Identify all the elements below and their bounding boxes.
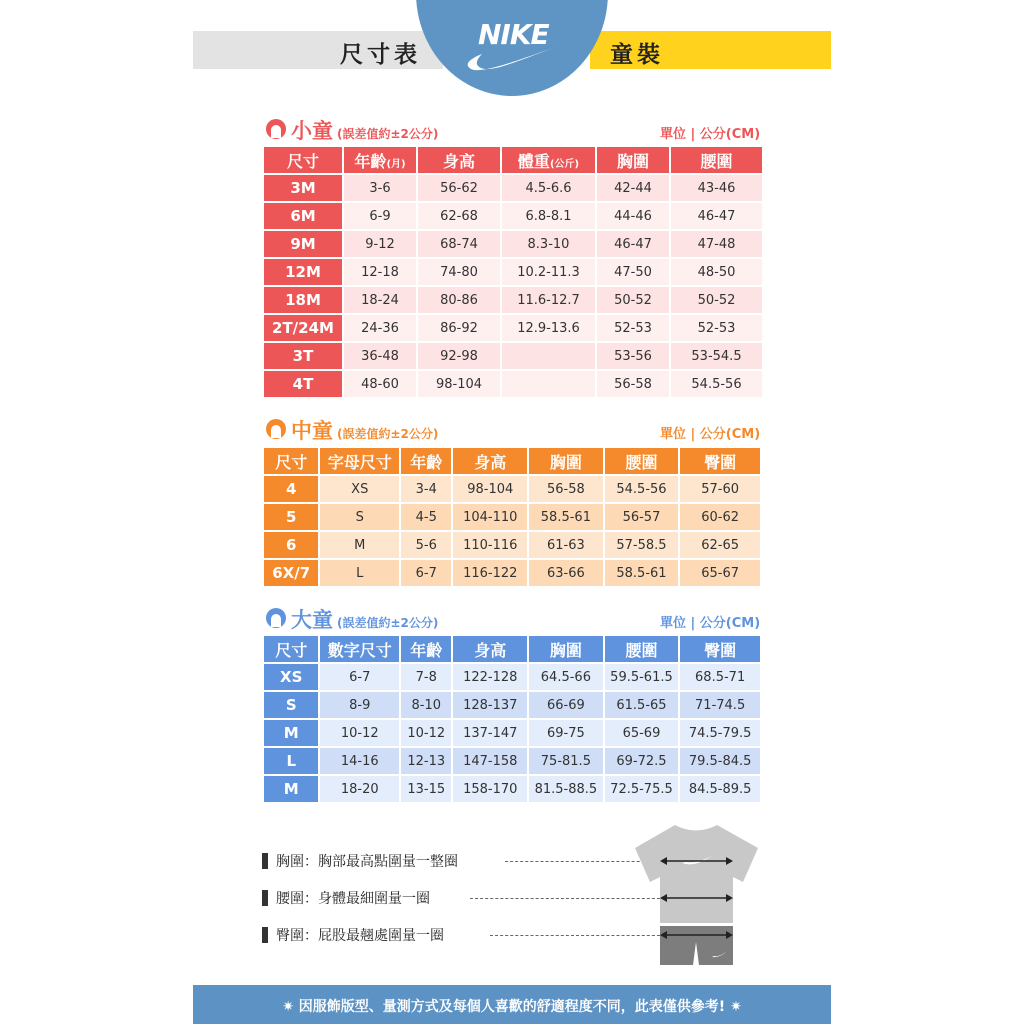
disclaimer-footer: ✷ 因服飾版型、量測方式及每個人喜歡的舒適程度不同，此表僅供參考! ✷ xyxy=(193,985,831,1024)
table-row xyxy=(264,259,762,285)
table-row xyxy=(264,175,762,201)
column-header: 胸圍 xyxy=(597,147,669,173)
section-title-small: 小童 (誤差值約±2公分) xyxy=(291,119,439,143)
size-cell: 18M xyxy=(264,287,342,313)
table-cell: 63-66 xyxy=(529,560,603,586)
table-cell: 5-6 xyxy=(401,532,451,558)
legend-hip: 臀圍：屁股最翹處圍量一圈 xyxy=(262,925,444,945)
table-cell: 53-56 xyxy=(597,343,669,369)
column-header: 身高 xyxy=(453,448,527,474)
table-row xyxy=(264,476,760,502)
table-cell: 74.5-79.5 xyxy=(680,720,760,746)
table-cell: 10.2-11.3 xyxy=(502,259,595,285)
legend-waist: 腰圍：身體最細圍量一圈 xyxy=(262,888,430,908)
size-cell: XS xyxy=(264,664,318,690)
column-header: 字母尺寸 xyxy=(320,448,399,474)
table-cell: 12-18 xyxy=(344,259,416,285)
tolerance-note: (誤差值約±2公分) xyxy=(337,427,439,441)
size-table-medium xyxy=(262,446,762,588)
table-cell: 86-92 xyxy=(418,315,500,341)
table-cell: 128-137 xyxy=(453,692,527,718)
size-table-large xyxy=(262,634,762,804)
header-left-title: 尺寸表 xyxy=(340,42,421,68)
table-cell: 72.5-75.5 xyxy=(605,776,679,802)
table-row xyxy=(264,315,762,341)
table-cell: 69-75 xyxy=(529,720,603,746)
column-header: 臀圍 xyxy=(680,636,760,662)
table-row xyxy=(264,532,760,558)
column-header: 尺寸 xyxy=(264,636,318,662)
table-cell: 50-52 xyxy=(671,287,762,313)
column-header: 身高 xyxy=(418,147,500,173)
table-cell: 24-36 xyxy=(344,315,416,341)
column-header: 年齡(月) xyxy=(344,147,416,173)
tolerance-note: (誤差值約±2公分) xyxy=(337,127,439,141)
table-cell: 9-12 xyxy=(344,231,416,257)
unit-label: 單位 | 公分(CM) xyxy=(660,127,761,142)
table-cell: 6.8-8.1 xyxy=(502,203,595,229)
table-cell: 56-57 xyxy=(605,504,679,530)
table-cell: 58.5-61 xyxy=(605,560,679,586)
table-cell: 116-122 xyxy=(453,560,527,586)
table-cell: 122-128 xyxy=(453,664,527,690)
table-cell: 10-12 xyxy=(401,720,451,746)
size-cell: 12M xyxy=(264,259,342,285)
column-header: 腰圍 xyxy=(671,147,762,173)
table-cell xyxy=(502,343,595,369)
column-header: 胸圍 xyxy=(529,448,603,474)
table-cell: 52-53 xyxy=(597,315,669,341)
column-header: 數字尺寸 xyxy=(320,636,399,662)
table-cell: 81.5-88.5 xyxy=(529,776,603,802)
size-cell: 6X/7 xyxy=(264,560,318,586)
size-cell: 2T/24M xyxy=(264,315,342,341)
table-cell: 64.5-66 xyxy=(529,664,603,690)
table-cell: 74-80 xyxy=(418,259,500,285)
table-cell: 79.5-84.5 xyxy=(680,748,760,774)
tolerance-note: (誤差值約±2公分) xyxy=(337,616,439,630)
table-cell: 75-81.5 xyxy=(529,748,603,774)
table-cell: 56-58 xyxy=(529,476,603,502)
table-cell: 4-5 xyxy=(401,504,451,530)
table-cell: 62-65 xyxy=(680,532,760,558)
table-cell xyxy=(502,371,595,397)
size-cell: 3M xyxy=(264,175,342,201)
table-cell: 3-6 xyxy=(344,175,416,201)
column-header: 體重(公斤) xyxy=(502,147,595,173)
table-cell: 147-158 xyxy=(453,748,527,774)
legend-chest: 胸圍：胸部最高點圍量一整圈 xyxy=(262,851,458,871)
table-cell: 7-8 xyxy=(401,664,451,690)
table-cell: 36-48 xyxy=(344,343,416,369)
size-cell: L xyxy=(264,748,318,774)
table-cell: 14-16 xyxy=(320,748,399,774)
table-cell: 58.5-61 xyxy=(529,504,603,530)
table-cell: 68.5-71 xyxy=(680,664,760,690)
section-title-medium: 中童 (誤差值約±2公分) xyxy=(291,419,439,443)
size-cell: 9M xyxy=(264,231,342,257)
table-cell: L xyxy=(320,560,399,586)
size-cell: 4 xyxy=(264,476,318,502)
table-cell: 44-46 xyxy=(597,203,669,229)
table-cell: 158-170 xyxy=(453,776,527,802)
table-cell: S xyxy=(320,504,399,530)
table-cell: 8-10 xyxy=(401,692,451,718)
column-header: 年齡 xyxy=(401,636,451,662)
table-cell: 61.5-65 xyxy=(605,692,679,718)
size-cell: 4T xyxy=(264,371,342,397)
table-cell: 13-15 xyxy=(401,776,451,802)
table-cell: 6-7 xyxy=(320,664,399,690)
table-cell: 61-63 xyxy=(529,532,603,558)
size-cell: 3T xyxy=(264,343,342,369)
unit-label: 單位 | 公分(CM) xyxy=(660,427,761,442)
table-cell: 69-72.5 xyxy=(605,748,679,774)
table-row xyxy=(264,776,760,802)
column-header: 臀圍 xyxy=(680,448,760,474)
size-cell: 6 xyxy=(264,532,318,558)
table-row xyxy=(264,287,762,313)
table-row xyxy=(264,664,760,690)
table-cell: 57-58.5 xyxy=(605,532,679,558)
table-row xyxy=(264,203,762,229)
column-header: 身高 xyxy=(453,636,527,662)
table-cell: 4.5-6.6 xyxy=(502,175,595,201)
table-cell: 104-110 xyxy=(453,504,527,530)
size-table-small xyxy=(262,145,764,399)
table-cell: XS xyxy=(320,476,399,502)
table-row xyxy=(264,748,760,774)
legend-marker xyxy=(262,927,268,943)
size-cell: 6M xyxy=(264,203,342,229)
table-cell: 53-54.5 xyxy=(671,343,762,369)
section-title-large: 大童 (誤差值約±2公分) xyxy=(291,608,439,632)
table-cell: 12-13 xyxy=(401,748,451,774)
table-cell: 66-69 xyxy=(529,692,603,718)
size-cell: 5 xyxy=(264,504,318,530)
column-header: 腰圍 xyxy=(605,448,679,474)
column-header: 尺寸 xyxy=(264,448,318,474)
table-cell: 42-44 xyxy=(597,175,669,201)
table-cell: 8-9 xyxy=(320,692,399,718)
column-header: 腰圍 xyxy=(605,636,679,662)
table-cell: 48-60 xyxy=(344,371,416,397)
table-cell: 59.5-61.5 xyxy=(605,664,679,690)
table-cell: 68-74 xyxy=(418,231,500,257)
table-cell: 84.5-89.5 xyxy=(680,776,760,802)
table-cell: 43-46 xyxy=(671,175,762,201)
table-row xyxy=(264,720,760,746)
table-cell: 60-62 xyxy=(680,504,760,530)
unit-label: 單位 | 公分(CM) xyxy=(660,616,761,631)
table-cell: 57-60 xyxy=(680,476,760,502)
table-cell: 18-24 xyxy=(344,287,416,313)
table-row xyxy=(264,371,762,397)
legend-marker xyxy=(262,890,268,906)
size-cell: S xyxy=(264,692,318,718)
table-cell: 98-104 xyxy=(453,476,527,502)
swoosh-icon xyxy=(466,44,560,74)
header-right-title: 童裝 xyxy=(610,42,664,68)
table-cell: 47-50 xyxy=(597,259,669,285)
table-cell: 46-47 xyxy=(597,231,669,257)
table-row xyxy=(264,560,760,586)
size-cell: M xyxy=(264,720,318,746)
header-right-banner xyxy=(590,31,831,69)
clothing-illustration xyxy=(630,820,765,970)
table-cell: 137-147 xyxy=(453,720,527,746)
table-cell: 65-69 xyxy=(605,720,679,746)
table-row xyxy=(264,504,760,530)
table-cell: 54.5-56 xyxy=(605,476,679,502)
table-row xyxy=(264,343,762,369)
column-header: 尺寸 xyxy=(264,147,342,173)
table-cell: 54.5-56 xyxy=(671,371,762,397)
table-cell: 6-7 xyxy=(401,560,451,586)
table-cell: 6-9 xyxy=(344,203,416,229)
column-header: 胸圍 xyxy=(529,636,603,662)
table-cell: 12.9-13.6 xyxy=(502,315,595,341)
table-cell: 62-68 xyxy=(418,203,500,229)
legend-marker xyxy=(262,853,268,869)
table-cell: 3-4 xyxy=(401,476,451,502)
brand-logo-text: NIKE xyxy=(478,18,549,51)
table-cell: 71-74.5 xyxy=(680,692,760,718)
table-cell: 80-86 xyxy=(418,287,500,313)
person-icon xyxy=(265,118,287,140)
table-cell: 56-58 xyxy=(597,371,669,397)
header-left-banner xyxy=(193,31,443,69)
table-cell: 52-53 xyxy=(671,315,762,341)
table-cell: 65-67 xyxy=(680,560,760,586)
person-icon xyxy=(265,607,287,629)
table-row xyxy=(264,692,760,718)
table-cell: 18-20 xyxy=(320,776,399,802)
table-cell: 98-104 xyxy=(418,371,500,397)
table-cell: 92-98 xyxy=(418,343,500,369)
table-cell: M xyxy=(320,532,399,558)
table-cell: 8.3-10 xyxy=(502,231,595,257)
table-cell: 50-52 xyxy=(597,287,669,313)
column-header: 年齡 xyxy=(401,448,451,474)
table-cell: 48-50 xyxy=(671,259,762,285)
table-cell: 46-47 xyxy=(671,203,762,229)
size-cell: M xyxy=(264,776,318,802)
table-row xyxy=(264,231,762,257)
person-icon xyxy=(265,418,287,440)
table-cell: 10-12 xyxy=(320,720,399,746)
table-cell: 47-48 xyxy=(671,231,762,257)
table-cell: 56-62 xyxy=(418,175,500,201)
table-cell: 110-116 xyxy=(453,532,527,558)
table-cell: 11.6-12.7 xyxy=(502,287,595,313)
